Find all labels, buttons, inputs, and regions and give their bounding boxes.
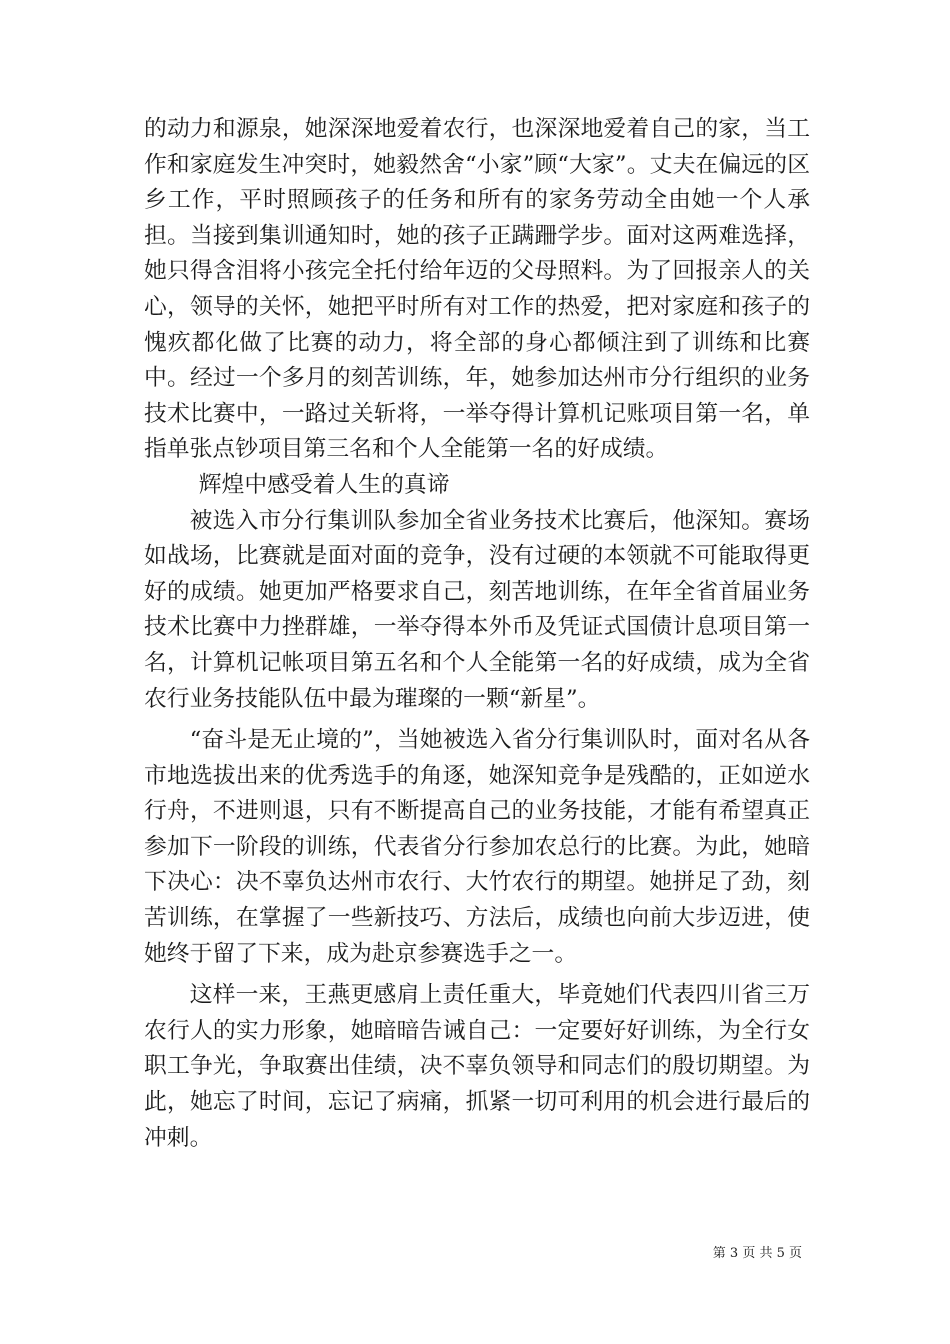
page-number: 第 3 页 共 5 页 — [712, 1246, 802, 1261]
section-heading: 辉煌中感受着人生的真谛 — [198, 471, 450, 498]
paragraph-2: 被选入市分行集训队参加全省业务技术比赛后，他深知。赛场如战场，比赛就是面对面的竞争，没有过硬的本领就不可能取得更好的成绩。她更加严格要求自己，刻苦地训练，在年全省首届业务技术比赛中力挫群雄，一举夺得本外币及凭证式国债计息项目第一名，计算机记帐项目第五名和个人全能第一名的好成绩，成为全省农行业务技能队伍中最为璀璨的一颗“新星”。 — [144, 507, 810, 712]
paragraph-1: 的动力和源泉，她深深地爱着农行，也深深地爱着自己的家，当工作和家庭发生冲突时，她毅然舍“小家”顾“大家”。丈夫在偏远的区乡工作，平时照顾孩子的任务和所有的家务劳动全由她一个人承担。当接到集训通知时，她的孩子正蹒跚学步。面对这两难选择，她只得含泪将小孩完全托付给年迈的父母照料。为了回报亲人的关心，领导的关怀，她把平时所有对工作的热爱，把对家庭和孩子的愧疚都化做了比赛的动力，将全部的身心都倾注到了训练和比赛中。经过一个多月的刻苦训练，年，她参加达州市分行组织的业务技术比赛中，一路过关斩将，一举夺得计算机记账项目第一名，单指单张点钞项目第三名和个人全能第一名的好成绩。 — [144, 116, 810, 463]
paragraph-3: “奋斗是无止境的”，当她被选入省分行集训队时，面对名从各市地选拔出来的优秀选手的角逐，她深知竞争是残酷的，正如逆水行舟，不进则退，只有不断提高自己的业务技能，才能有希望真正参加下一阶段的训练，代表省分行参加农总行的比赛。为此，她暗下决心：决不辜负达州市农行、大竹农行的期望。她拼足了劲，刻苦训练，在掌握了一些新技巧、方法后，成绩也向前大步迈进，使她终于留了下来，成为赴京参赛选手之一。 — [144, 727, 810, 967]
document-body — [144, 112, 810, 1156]
paragraph-4: 这样一来，王燕更感肩上责任重大，毕竟她们代表四川省三万农行人的实力形象，她暗暗告诫自己：一定要好好训练，为全行女职工争光，争取赛出佳绩，决不辜负领导和同志们的殷切期望。为此，她忘了时间，忘记了病痛，抓紧一切可利用的机会进行最后的冲刺。 — [144, 982, 810, 1151]
